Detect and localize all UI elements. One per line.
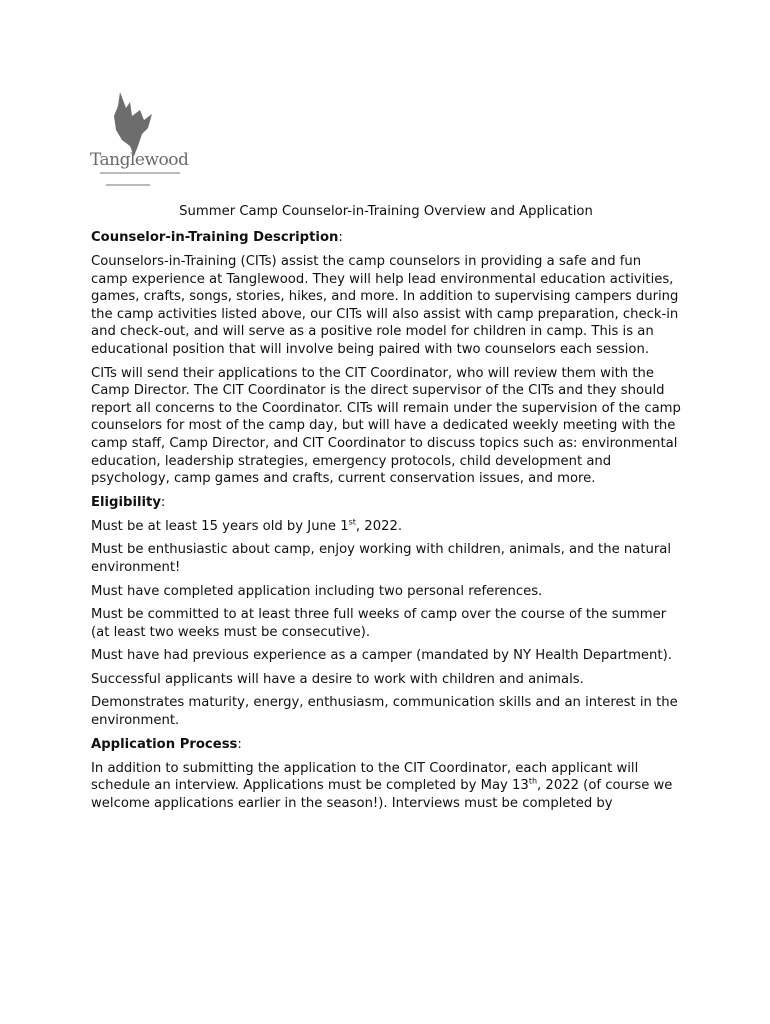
eligibility-item: Must have had previous experience as a camper (mandated by NY Health Department). xyxy=(91,648,672,664)
eligibility-item: Demonstrates maturity, energy, enthusiasm, communication skills and an interest in the environment. xyxy=(91,695,678,729)
eligibility-item: Must be at least 15 years old by June 1st, 2022. xyxy=(91,517,403,534)
application-heading: Application Process: xyxy=(91,736,242,752)
page-title: Summer Camp Counselor-in-Training Overview and Application xyxy=(179,204,593,219)
application-paragraph: In addition to submitting the application to the CIT Coordinator, each applicant will schedule an interview. Applications must be completed by May 13th, 2022 (of course we welcome applications earlier in the season!). Interviews must be completed by xyxy=(91,760,673,811)
eligibility-item: Must have completed application including two personal references. xyxy=(91,583,543,599)
eligibility-heading: Eligibility: xyxy=(91,494,166,510)
description-paragraph: CITs will send their applications to the CIT Coordinator, who will review them with the Camp Director. The CIT Coordinator is the direct supervisor of the CITs and they should report all concerns to the Coordinator. CITs will remain under the supervision of the camp counselors for most of the camp day, but will have a dedicated weekly meeting with the camp staff, Camp Director, and CIT Coordinator to discuss topics such as: environmental education, leadership strategies, emergency protocols, child development and psychology, camp games and crafts, current conservation issues, and more. xyxy=(91,365,681,487)
tanglewood-logo xyxy=(86,90,196,195)
description-heading: Counselor-in-Training Description: xyxy=(91,230,343,245)
eligibility-item: Successful applicants will have a desire to work with children and animals. xyxy=(91,671,584,687)
description-paragraph: Counselors-in-Training (CITs) assist the camp counselors in providing a safe and fun camp experience at Tanglewood. They will help lead environmental education activities, games, crafts, songs, stories, hikes, and more. In addition to supervising campers during the camp activities listed above, our CITs will also assist with camp preparation, check-in and check-out, and will serve as a positive role model for children in camp. This is an educational position that will involve being paired with two counselors each session. xyxy=(91,254,679,357)
eligibility-item: Must be enthusiastic about camp, enjoy working with children, animals, and the natural environment! xyxy=(91,542,672,575)
logo-text: Tanglewood xyxy=(90,150,189,170)
eligibility-item: Must be committed to at least three full weeks of camp over the course of the summer (at least two weeks must be consecutive). xyxy=(91,607,667,640)
